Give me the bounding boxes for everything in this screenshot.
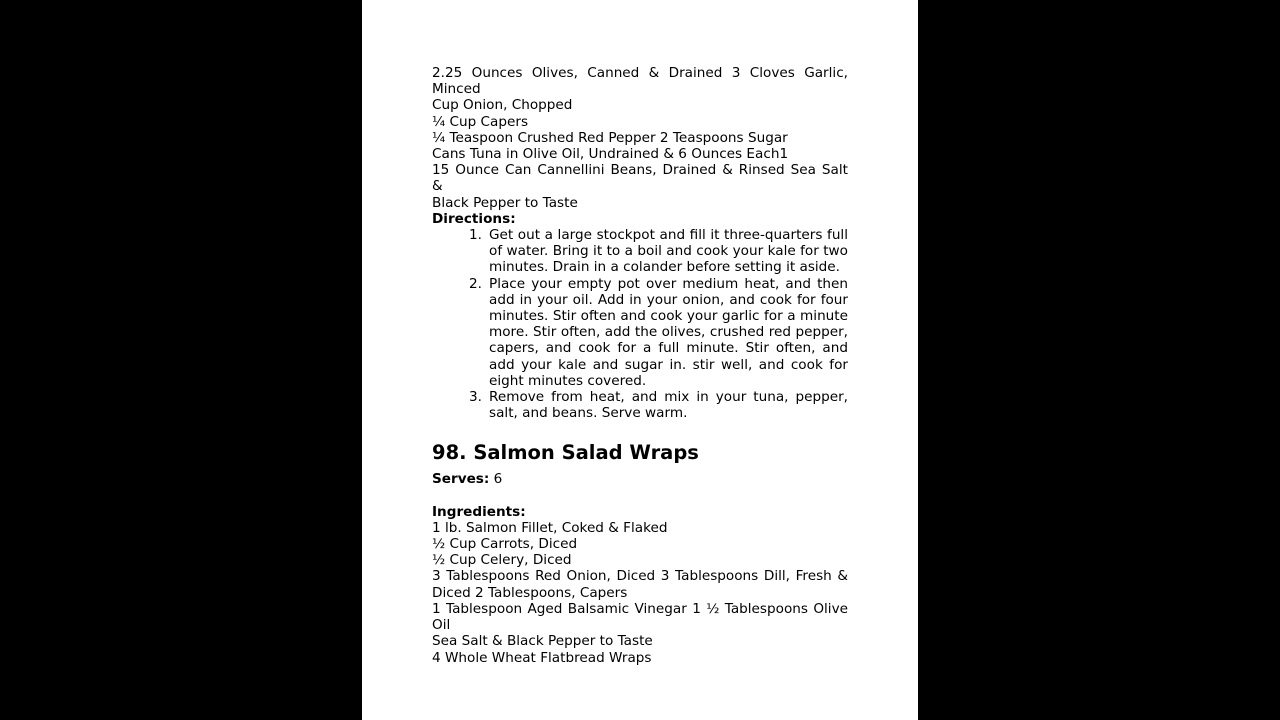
ingredient-line: Oil — [432, 617, 451, 634]
ingredient-line: Cans Tuna in Olive Oil, Undrained & 6 Ounces Each1 — [432, 146, 789, 163]
recipe-title: 98. Salmon Salad Wraps — [432, 441, 699, 465]
serves-label: Serves: — [432, 471, 490, 488]
directions-heading: Directions: — [432, 210, 516, 227]
ingredients-heading: Ingredients: — [432, 503, 526, 520]
direction-step — [469, 389, 848, 422]
direction-step — [469, 227, 848, 276]
document-page — [362, 0, 918, 720]
step-text: Place your empty pot over medium heat, and then add in your oil. Add in your onion, and cook for four minutes. Stir often and cook your garlic for a minute more. Stir often, add the olives, crushed red pepper, capers, and cook for a full minute. Stir often, and add your kale and sugar in. stir well, and cook for eight minutes covered. — [489, 275, 848, 389]
ingredient-line: ½ Cup Carrots, Diced — [432, 536, 578, 553]
direction-step — [469, 275, 848, 389]
ingredient-line: Sea Salt & Black Pepper to Taste — [432, 633, 653, 650]
ingredient-line: 1 Tablespoon Aged Balsamic Vinegar 1 ½ Tablespoons Olive — [432, 600, 848, 617]
serves-line — [432, 471, 848, 487]
step-number: 1. — [469, 227, 482, 244]
ingredient-line: Minced — [432, 81, 481, 98]
ingredient-line: 1 lb. Salmon Fillet, Coked & Flaked — [432, 519, 668, 536]
step-number: 2. — [469, 275, 482, 292]
ingredient-line: Black Pepper to Taste — [432, 194, 578, 211]
ingredient-line: 3 Tablespoons Red Onion, Diced 3 Tablespoons Dill, Fresh & — [432, 568, 848, 585]
ingredient-line: Diced 2 Tablespoons, Capers — [432, 584, 628, 601]
ingredient-line: Cup Onion, Chopped — [432, 97, 573, 114]
directions-list — [432, 227, 848, 421]
ingredient-line: 15 Ounce Can Cannellini Beans, Drained & Rinsed Sea Salt & — [432, 162, 848, 195]
step-text: Remove from heat, and mix in your tuna, pepper, salt, and beans. Serve warm. — [489, 389, 848, 422]
ingredient-line: ½ Cup Celery, Diced — [432, 552, 572, 569]
ingredients-list-top — [432, 65, 848, 211]
step-number: 3. — [469, 389, 482, 406]
ingredients-list — [432, 520, 848, 666]
ingredient-line: 4 Whole Wheat Flatbread Wraps — [432, 649, 652, 666]
ingredient-line: ¼ Teaspoon Crushed Red Pepper 2 Teaspoons Sugar — [432, 129, 788, 146]
step-text: Get out a large stockpot and fill it three-quarters full of water. Bring it to a boil and cook your kale for two minutes. Drain in a colander before setting it aside. — [489, 227, 848, 276]
ingredient-line: ¼ Cup Capers — [432, 113, 529, 130]
page-content — [432, 65, 848, 666]
ingredient-line: 2.25 Ounces Olives, Canned & Drained 3 Cloves Garlic, — [432, 65, 848, 81]
serves-value: 6 — [493, 471, 503, 488]
